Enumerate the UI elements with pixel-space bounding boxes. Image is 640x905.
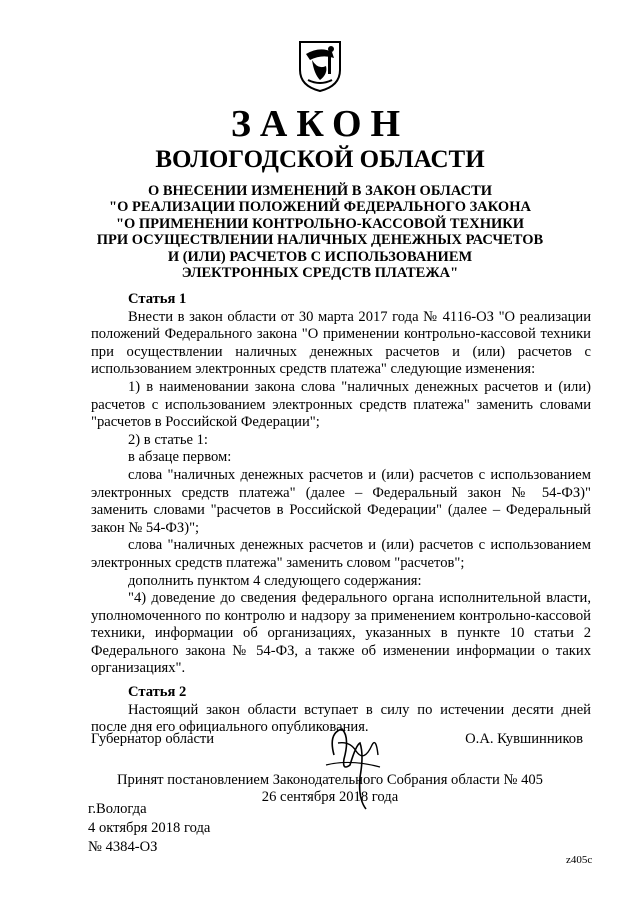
subtitle-line: "О РЕАЛИЗАЦИИ ПОЛОЖЕНИЙ ФЕДЕРАЛЬНОГО ЗАКОНА [109, 199, 531, 216]
subtitle-line: "О ПРИМЕНЕНИИ КОНТРОЛЬНО-КАССОВОЙ ТЕХНИКИ [115, 215, 525, 232]
article-1-paragraph: дополнить пунктом 4 следующего содержания: [128, 572, 422, 589]
article-2-paragraph: Настоящий закон области вступает в силу по истечении десяти дней после дня его официального опубликования. [91, 701, 591, 736]
signing-date: 4 октября 2018 года [88, 820, 211, 836]
place-date-block [88, 800, 210, 857]
article-2-heading: Статья 2 [128, 684, 187, 701]
law-number: № 4384-ОЗ [88, 839, 158, 855]
article-1-paragraph: слова "наличных денежных расчетов и (или) расчетов с использованием электронных средств платежа" заменить словом "расчетов"; [91, 537, 591, 571]
coat-of-arms-emblem [298, 40, 342, 92]
article-1-paragraph: Внести в закон области от 30 марта 2017 года № 4116-ОЗ "О реализации положений Федерального закона "О применении контрольно-кассовой техники при осуществлении наличных денежных расчетов и (или) расчетов с использованием электронных средств платежа" следующие изменения: [91, 308, 591, 378]
subtitle-line: О ВНЕСЕНИИ ИЗМЕНЕНИЙ В ЗАКОН ОБЛАСТИ [147, 183, 493, 199]
law-body [91, 291, 591, 737]
adoption-line: Принят постановлением Законодательного Собрания области № 405 [117, 772, 543, 788]
document-region: ВОЛОГОДСКОЙ ОБЛАСТИ [155, 146, 485, 173]
subtitle-line: ПРИ ОСУЩЕСТВЛЕНИИ НАЛИЧНЫХ ДЕНЕЖНЫХ РАСЧЕТОВ [96, 232, 544, 249]
document-title: ЗАКОН [230, 103, 410, 145]
document-code: z405c [566, 854, 593, 866]
signer-name: О.А. Кувшинников [465, 731, 583, 747]
subtitle-line: И (ИЛИ) РАСЧЕТОВ С ИСПОЛЬЗОВАНИЕМ [167, 248, 473, 265]
law-subtitle [60, 183, 580, 281]
article-1-paragraph: 1) в наименовании закона слова "наличных денежных расчетов и (или) расчетов с использованием электронных средств платежа" заменить словами "расчетов в Российской Федерации"; [91, 378, 591, 431]
article-1-paragraph: слова "наличных денежных расчетов и (или) расчетов с использованием электронных средств платежа" (далее – Федеральный закон № 54-ФЗ)" заменить словами "расчетов в Российской Федерации" (далее – Федеральный закон № 54-ФЗ)"; [91, 466, 591, 536]
article-1-paragraph: в абзаце первом: [128, 449, 232, 466]
article-1-paragraph: 2) в статье 1: [128, 431, 208, 448]
adoption-date: 26 сентября 2018 года [261, 789, 399, 805]
signer-position: Губернатор области [91, 731, 215, 747]
city: г.Вологда [88, 801, 147, 817]
article-1-heading: Статья 1 [128, 291, 187, 307]
article-1-paragraph: "4) доведение до сведения федерального органа исполнительной власти, уполномоченного по контролю и надзору за применением контрольно-кассовой техники, информации об организациях, указанных в пункте 10 статьи 2 Федерального закона № 54-ФЗ, а также об изменении информации о таких организациях". [91, 590, 591, 677]
subtitle-line: ЭЛЕКТРОННЫХ СРЕДСТВ ПЛАТЕЖА" [181, 265, 459, 282]
